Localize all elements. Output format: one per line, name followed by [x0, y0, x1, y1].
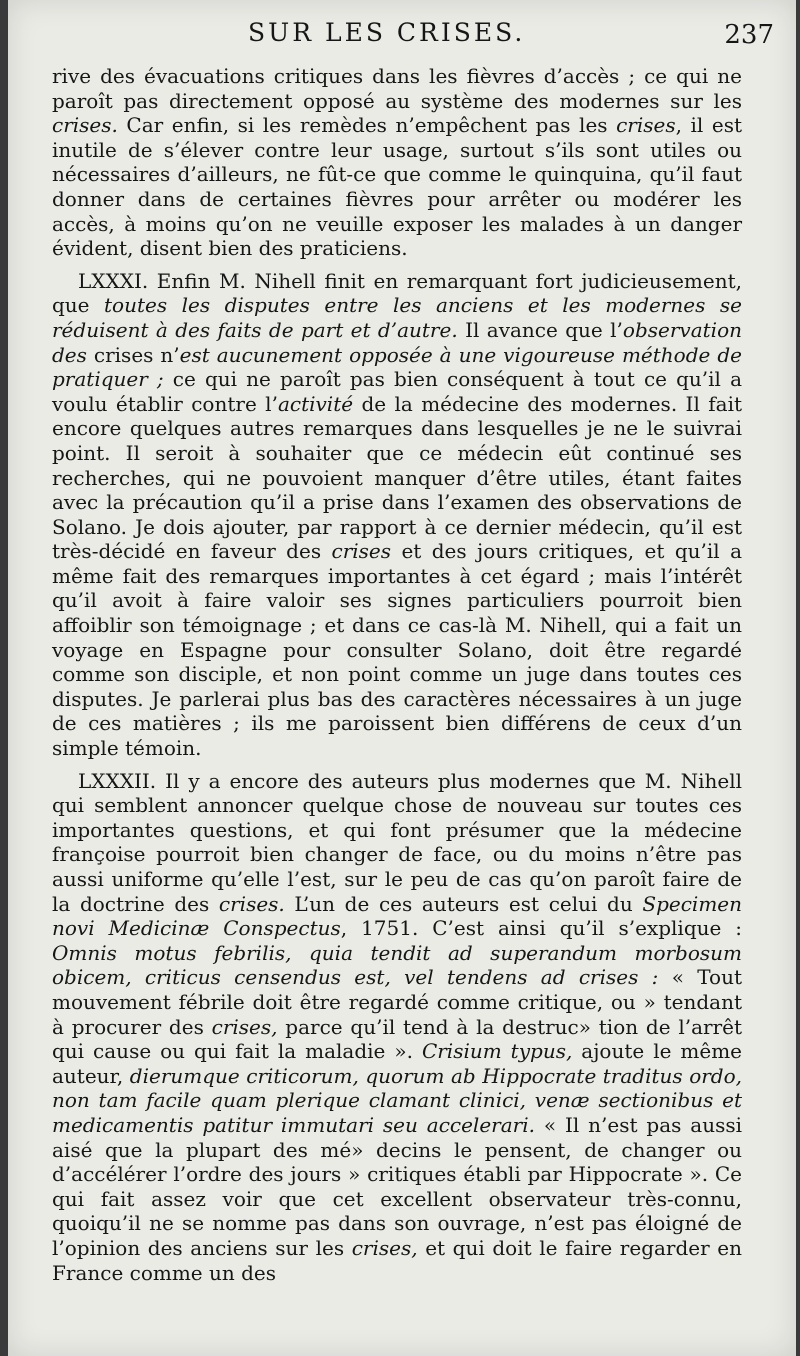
- book-page: [8, 0, 796, 1356]
- text-run: « Tout mouvement fébrile doit être regardé comme critique, ou » tendant à procurer des: [52, 965, 743, 1039]
- italic-run: Crisium typus,: [421, 1039, 573, 1064]
- text-run: et des jours critiques, et qu’il a même fait des remarques importantes à cet égard ; mais l’intérêt qu’il avoit à faire valoir ses signes particuliers pourroit bien affoiblir son témoignage ; et dans ce cas-là M. Nihell, qui a fait un voyage en Espagne pour consulter Solano, doit être regardé comme son disciple, et non point comme un juge dans toutes ces disputes. Je parlerai plus bas des caractères nécessaires à un juge de ces matières ; ils me paroissent bien différens de ceux d’un simple témoin.: [52, 539, 742, 761]
- italic-run: est aucunement opposée à une vigoureuse méthode de pratiquer ;: [52, 342, 742, 392]
- text-run: LXXXII. Il y a encore des auteurs plus modernes que M. Nihell qui semblent annoncer quelque chose de nouveau sur toutes ces importantes questions, et qui font présumer que la médecine françoise pourroit bien changer de face, ou du moins n’être pas aussi uniforme qu’elle l’est, sur le peu de cas qu’on paroît faire de la doctrine des: [52, 768, 742, 916]
- italic-run: Omnis motus febrilis, quia tendit ad superandum morbosum obicem, criticus censendus est, vel tendens ad crises :: [52, 940, 742, 990]
- text-run: et qui doit le faire regarder en France comme un des: [52, 1235, 742, 1285]
- italic-run: crises: [616, 113, 676, 138]
- italic-run: crises: [331, 539, 392, 564]
- running-title: SUR LES CRISES.: [248, 18, 526, 47]
- text-run: crises n’: [86, 342, 180, 367]
- text-run: ce qui ne paroît pas bien conséquent à tout ce qu’il a voulu établir contre l’: [52, 367, 742, 416]
- italic-run: crises,: [211, 1014, 278, 1039]
- text-run: , 1751. C’est ainsi qu’il s’explique :: [340, 916, 742, 941]
- text-run: ajoute le même auteur,: [52, 1039, 743, 1088]
- page-header: [8, 18, 796, 58]
- paragraph-continued: [52, 64, 742, 261]
- paragraph-lxxxii: [52, 769, 742, 1285]
- italic-run: observation des: [52, 317, 742, 367]
- italic-run: crises.: [52, 113, 118, 138]
- italic-run: crises.: [218, 891, 285, 916]
- text-run: rive des évacuations critiques dans les fièvres d’accès ; ce qui ne paroît pas directement opposé au système des modernes sur les: [52, 64, 742, 113]
- text-run: , il est inutile de s’élever contre leur usage, surtout s’ils sont utiles ou nécessaires d’ailleurs, ne fût-ce que comme le quinquina, qu’il faut donner dans de certaines fièvres pour arrêter ou modérer les accès, à moins qu’on ne veuille exposer les malades à un danger évident, disent bien des praticiens.: [52, 113, 742, 261]
- text-run: L’un de ces auteurs est celui du: [284, 891, 643, 916]
- body-text: [52, 64, 742, 1285]
- text-run: de la médecine des modernes. Il fait encore quelques autres remarques dans lesquelles je ne le suivrai point. Il seroit à souhaiter que ce médecin eût continué ses recherches, qui ne pouvoient manquer d’être utiles, étant faites avec la précaution qu’il a prise dans l’examen des observations de Solano. Je dois ajouter, par rapport à ce dernier médecin, qu’il est très-décidé en faveur des: [52, 391, 743, 564]
- italic-run: Specimen novi Medicinæ Conspectus: [52, 891, 742, 941]
- page-number: 237: [724, 20, 774, 50]
- italic-run: toutes les disputes entre les anciens et les modernes se réduisent à des faits de part et d’autre.: [52, 293, 742, 342]
- text-run: Car enfin, si les remèdes n’empêchent pas les: [117, 113, 617, 138]
- text-run: Il avance que l’: [457, 317, 623, 342]
- text-run: parce qu’il tend à la destruc» tion de l’arrêt qui cause ou qui fait la maladie ».: [52, 1014, 742, 1064]
- text-run: LXXXI. Enfin M. Nihell finit en remarquant fort judicieusement, que: [52, 268, 742, 318]
- paragraph-lxxxi: [52, 269, 742, 761]
- text-run: « Il n’est pas aussi aisé que la plupart des mé» decins le pensent, de changer ou d’accélérer l’ordre des jours » critiques établi par Hippocrate ». Ce qui fait assez voir que cet excellent observateur très-connu, quoiqu’il ne se nomme pas dans son ouvrage, n’est pas éloigné de l’opinion des anciens sur les: [52, 1112, 742, 1260]
- italic-run: dierumque criticorum, quorum ab Hippocrate traditus ordo, non tam facile quam plerique clamant clinici, venæ sectionibus et medicamentis patitur immutari seu accelerari.: [52, 1063, 743, 1137]
- italic-run: crises,: [351, 1235, 418, 1260]
- italic-run: activité: [277, 391, 354, 416]
